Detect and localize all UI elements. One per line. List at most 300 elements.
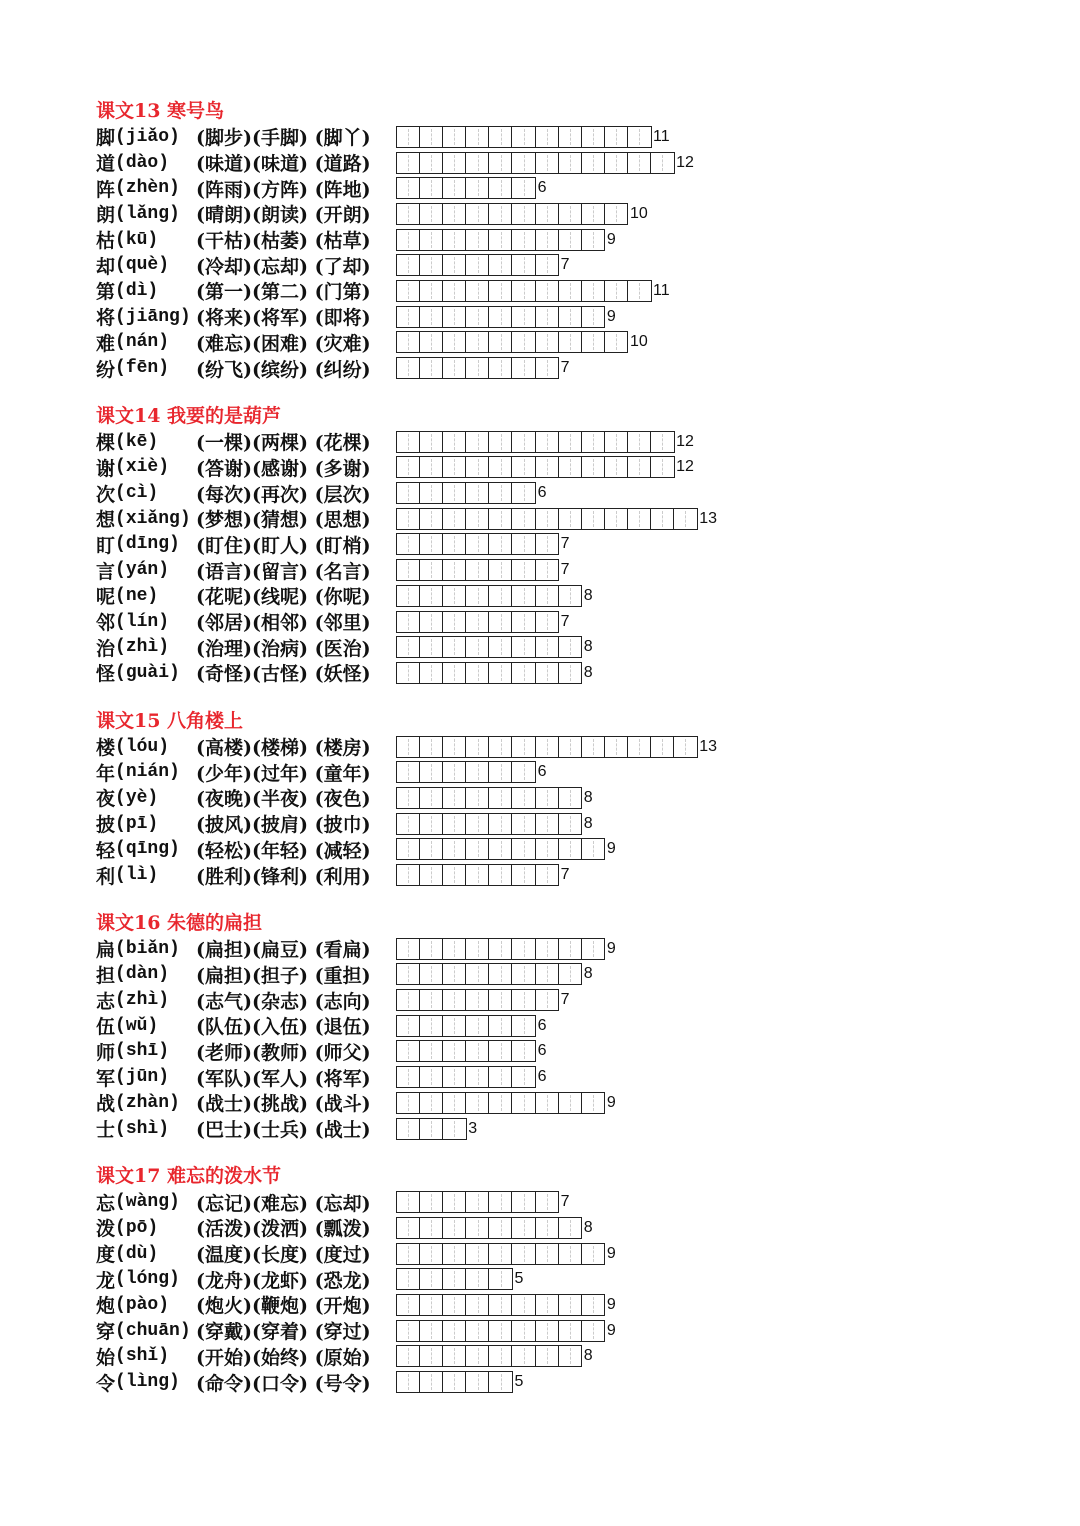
stroke-cell	[511, 456, 536, 478]
word-examples: (每次)(再次) (层次)	[196, 483, 371, 506]
stroke-cell	[558, 229, 583, 251]
stroke-cell	[488, 280, 513, 302]
stroke-count: 8	[583, 965, 593, 983]
pinyin: (xiè)	[115, 457, 170, 478]
character-head	[96, 355, 196, 382]
character-row	[96, 455, 1036, 481]
character-head	[96, 1291, 196, 1318]
character-head	[96, 784, 196, 811]
stroke-cell	[558, 813, 583, 835]
lesson-section	[96, 910, 1036, 1142]
word-examples: (奇怪)(古怪) (妖怪)	[196, 663, 371, 686]
character: 纷	[96, 358, 116, 381]
stroke-cell	[488, 229, 513, 251]
stroke-cell	[465, 989, 490, 1011]
pinyin: (jūn)	[115, 1067, 170, 1088]
word-examples: (活泼)(泼洒) (瓢泼)	[196, 1218, 371, 1241]
stroke-order-grid	[396, 1118, 465, 1140]
character-head	[96, 252, 196, 279]
stroke-cell	[465, 533, 490, 555]
stroke-cell	[465, 559, 490, 581]
stroke-order-grid	[396, 1268, 511, 1290]
stroke-count: 7	[560, 612, 570, 630]
stroke-count: 3	[468, 1119, 478, 1137]
word-examples: (语言)(留言) (名言)	[196, 560, 371, 583]
character: 怪	[96, 663, 116, 686]
stroke-cell	[535, 938, 560, 960]
stroke-order-grid	[396, 1191, 558, 1213]
stroke-cell	[581, 152, 606, 174]
character-head	[96, 175, 196, 202]
stroke-count: 9	[606, 1295, 616, 1313]
stroke-cell	[396, 254, 421, 276]
character-row	[96, 175, 1036, 201]
stroke-order-grid	[396, 1345, 581, 1367]
pinyin: (guài)	[115, 662, 180, 683]
stroke-cell	[419, 331, 444, 353]
stroke-cell	[419, 1191, 444, 1213]
character: 轻	[96, 839, 116, 862]
pinyin: (wàng)	[115, 1192, 180, 1213]
character-row	[96, 936, 1036, 962]
stroke-cell	[511, 254, 536, 276]
character: 治	[96, 637, 116, 660]
pinyin: (cì)	[115, 483, 159, 504]
stroke-count: 6	[537, 484, 547, 502]
stroke-cell	[488, 203, 513, 225]
stroke-count: 7	[560, 359, 570, 377]
stroke-cell	[442, 559, 467, 581]
stroke-cell	[511, 1066, 536, 1088]
word-examples: (梦想)(猜想) (思想)	[196, 509, 371, 532]
word-examples: (夜晚)(半夜) (夜色)	[196, 788, 371, 811]
stroke-cell	[535, 306, 560, 328]
character-head	[96, 1064, 196, 1091]
character-row	[96, 862, 1036, 888]
stroke-cell	[465, 864, 490, 886]
stroke-cell	[419, 1243, 444, 1265]
stroke-cell	[673, 508, 698, 530]
stroke-order-grid	[396, 611, 558, 633]
pinyin: (qīng)	[115, 839, 180, 860]
stroke-cell	[465, 152, 490, 174]
stroke-cell	[511, 152, 536, 174]
word-examples: (纷飞)(缤纷) (纠纷)	[196, 358, 371, 381]
stroke-order-grid	[396, 203, 627, 225]
stroke-cell	[465, 331, 490, 353]
stroke-cell	[581, 431, 606, 453]
pinyin: (nán)	[115, 332, 170, 353]
character: 泼	[96, 1218, 116, 1241]
character-row	[96, 278, 1036, 304]
word-examples: (巴士)(士兵) (战士)	[196, 1119, 371, 1142]
stroke-cell	[488, 585, 513, 607]
stroke-cell	[511, 761, 536, 783]
stroke-cell	[558, 662, 583, 684]
stroke-cell	[419, 787, 444, 809]
stroke-count: 8	[583, 1218, 593, 1236]
stroke-order-grid	[396, 636, 581, 658]
character-head	[96, 1038, 196, 1065]
stroke-cell	[511, 585, 536, 607]
stroke-cell	[442, 152, 467, 174]
stroke-cell	[442, 1371, 467, 1393]
character-row	[96, 227, 1036, 253]
stroke-cell	[442, 1066, 467, 1088]
stroke-cell	[488, 331, 513, 353]
stroke-cell	[465, 126, 490, 148]
stroke-cell	[535, 331, 560, 353]
stroke-cell	[511, 431, 536, 453]
pinyin: (zhàn)	[115, 1092, 180, 1113]
stroke-cell	[558, 585, 583, 607]
character-head	[96, 810, 196, 837]
pinyin: (dì)	[115, 280, 159, 301]
stroke-cell	[558, 431, 583, 453]
stroke-cell	[396, 838, 421, 860]
stroke-cell	[442, 1191, 467, 1213]
stroke-cell	[396, 482, 421, 504]
pinyin: (yè)	[115, 787, 159, 808]
character: 伍	[96, 1016, 116, 1039]
character: 楼	[96, 737, 116, 760]
character: 言	[96, 560, 116, 583]
character-head	[96, 759, 196, 786]
stroke-cell	[511, 1040, 536, 1062]
stroke-cell	[535, 152, 560, 174]
character-head	[96, 226, 196, 253]
stroke-cell	[396, 611, 421, 633]
stroke-cell	[488, 254, 513, 276]
character-row	[96, 330, 1036, 356]
stroke-cell	[627, 280, 652, 302]
pinyin: (pī)	[115, 813, 159, 834]
stroke-cell	[442, 1345, 467, 1367]
character-row	[96, 1189, 1036, 1215]
character: 师	[96, 1041, 116, 1064]
stroke-cell	[488, 1243, 513, 1265]
character-row	[96, 1369, 1036, 1395]
character: 穿	[96, 1321, 116, 1344]
stroke-count: 12	[676, 458, 694, 476]
stroke-cell	[511, 813, 536, 835]
word-examples: (邻居)(相邻) (邻里)	[196, 612, 371, 635]
stroke-cell	[511, 331, 536, 353]
character-row	[96, 252, 1036, 278]
stroke-cell	[488, 838, 513, 860]
stroke-cell	[535, 585, 560, 607]
stroke-cell	[604, 203, 629, 225]
character-row	[96, 1292, 1036, 1318]
stroke-cell	[396, 787, 421, 809]
character-head	[96, 480, 196, 507]
stroke-cell	[511, 1320, 536, 1342]
stroke-cell	[488, 662, 513, 684]
stroke-cell	[396, 989, 421, 1011]
stroke-cell	[465, 1015, 490, 1037]
word-examples: (脚步)(手脚) (脚丫)	[196, 127, 371, 150]
stroke-cell	[465, 662, 490, 684]
stroke-cell	[419, 152, 444, 174]
character-row	[96, 1090, 1036, 1116]
stroke-cell	[419, 431, 444, 453]
character-head	[96, 961, 196, 988]
character-row	[96, 506, 1036, 532]
lesson-title: 课文15 八角楼上	[96, 709, 244, 732]
character: 次	[96, 483, 116, 506]
character: 枯	[96, 230, 116, 253]
character-row	[96, 837, 1036, 863]
stroke-cell	[419, 761, 444, 783]
stroke-cell	[442, 508, 467, 530]
character: 道	[96, 153, 116, 176]
stroke-cell	[396, 1015, 421, 1037]
word-examples: (高楼)(楼梯) (楼房)	[196, 737, 371, 760]
stroke-count: 9	[606, 1244, 616, 1262]
stroke-cell	[558, 636, 583, 658]
stroke-cell	[442, 1294, 467, 1316]
stroke-cell	[535, 533, 560, 555]
character: 想	[96, 509, 116, 532]
stroke-cell	[488, 1345, 513, 1367]
stroke-cell	[558, 1294, 583, 1316]
stroke-count: 8	[583, 638, 593, 656]
stroke-cell	[558, 1243, 583, 1265]
stroke-cell	[488, 559, 513, 581]
stroke-cell	[581, 1092, 606, 1114]
stroke-cell	[442, 357, 467, 379]
stroke-cell	[511, 1092, 536, 1114]
stroke-order-grid	[396, 533, 558, 555]
word-examples: (军队)(军人) (将军)	[196, 1067, 371, 1090]
stroke-cell	[604, 508, 629, 530]
stroke-order-grid	[396, 585, 581, 607]
stroke-cell	[511, 1191, 536, 1213]
stroke-cell	[511, 508, 536, 530]
stroke-cell	[488, 989, 513, 1011]
character: 度	[96, 1244, 116, 1267]
stroke-cell	[465, 761, 490, 783]
stroke-cell	[558, 508, 583, 530]
stroke-cell	[535, 989, 560, 1011]
stroke-cell	[396, 177, 421, 199]
stroke-cell	[465, 203, 490, 225]
stroke-cell	[535, 662, 560, 684]
character-row	[96, 124, 1036, 150]
stroke-order-grid	[396, 331, 627, 353]
character-head	[96, 329, 196, 356]
stroke-cell	[442, 1040, 467, 1062]
stroke-cell	[442, 1118, 467, 1140]
stroke-cell	[488, 1191, 513, 1213]
stroke-cell	[558, 331, 583, 353]
stroke-cell	[604, 456, 629, 478]
pinyin: (biǎn)	[115, 938, 180, 959]
word-examples: (干枯)(枯萎) (枯草)	[196, 230, 371, 253]
character-head	[96, 1343, 196, 1370]
character-row	[96, 1344, 1036, 1370]
character-row	[96, 962, 1036, 988]
stroke-cell	[442, 306, 467, 328]
stroke-cell	[488, 813, 513, 835]
stroke-cell	[442, 585, 467, 607]
stroke-cell	[488, 736, 513, 758]
stroke-cell	[442, 813, 467, 835]
stroke-cell	[465, 431, 490, 453]
character: 士	[96, 1119, 116, 1142]
stroke-cell	[581, 938, 606, 960]
stroke-cell	[419, 963, 444, 985]
character: 令	[96, 1372, 116, 1395]
pinyin: (dīng)	[115, 534, 180, 555]
stroke-cell	[488, 306, 513, 328]
character-head	[96, 733, 196, 760]
stroke-cell	[581, 126, 606, 148]
stroke-cell	[488, 1040, 513, 1062]
stroke-cell	[511, 938, 536, 960]
stroke-cell	[488, 1217, 513, 1239]
stroke-order-grid	[396, 559, 558, 581]
stroke-order-grid	[396, 1092, 604, 1114]
stroke-cell	[511, 838, 536, 860]
character-head	[96, 1115, 196, 1142]
stroke-cell	[465, 1345, 490, 1367]
pinyin: (dàn)	[115, 964, 170, 985]
stroke-order-grid	[396, 761, 535, 783]
stroke-cell	[604, 126, 629, 148]
stroke-count: 9	[606, 230, 616, 248]
character-head	[96, 557, 196, 584]
stroke-cell	[581, 1294, 606, 1316]
stroke-cell	[442, 431, 467, 453]
stroke-cell	[581, 306, 606, 328]
stroke-cell	[511, 559, 536, 581]
stroke-cell	[535, 1320, 560, 1342]
stroke-count: 8	[583, 788, 593, 806]
stroke-cell	[465, 306, 490, 328]
word-examples: (盯住)(盯人) (盯梢)	[196, 534, 371, 557]
stroke-cell	[465, 1191, 490, 1213]
stroke-cell	[396, 559, 421, 581]
lesson-section	[96, 403, 1036, 686]
stroke-cell	[396, 126, 421, 148]
stroke-order-grid	[396, 126, 650, 148]
stroke-cell	[511, 1345, 536, 1367]
word-examples: (一棵)(两棵) (花棵)	[196, 432, 371, 455]
stroke-cell	[442, 838, 467, 860]
stroke-cell	[535, 838, 560, 860]
pinyin: (jiǎo)	[115, 126, 180, 147]
word-examples: (花呢)(线呢) (你呢)	[196, 586, 371, 609]
character-row	[96, 1241, 1036, 1267]
word-examples: (少年)(过年) (童年)	[196, 762, 371, 785]
stroke-cell	[396, 1092, 421, 1114]
pinyin: (pō)	[115, 1217, 159, 1238]
vocabulary-sheet	[96, 98, 1036, 1417]
stroke-count: 6	[537, 1068, 547, 1086]
stroke-cell	[511, 280, 536, 302]
stroke-cell	[535, 636, 560, 658]
stroke-cell	[488, 357, 513, 379]
stroke-cell	[488, 611, 513, 633]
pinyin: (ne)	[115, 585, 159, 606]
pinyin: (shì)	[115, 1118, 170, 1139]
stroke-cell	[558, 456, 583, 478]
stroke-cell	[465, 508, 490, 530]
word-examples: (龙舟)(龙虾) (恐龙)	[196, 1269, 371, 1292]
stroke-cell	[396, 1345, 421, 1367]
stroke-cell	[581, 203, 606, 225]
stroke-cell	[558, 126, 583, 148]
stroke-cell	[396, 1040, 421, 1062]
stroke-cell	[488, 508, 513, 530]
character: 年	[96, 762, 116, 785]
stroke-cell	[511, 662, 536, 684]
stroke-cell	[558, 787, 583, 809]
stroke-count: 6	[537, 179, 547, 197]
character-row	[96, 532, 1036, 558]
lesson-title: 课文13 寒号鸟	[96, 100, 225, 122]
stroke-cell	[442, 787, 467, 809]
stroke-cell	[627, 508, 652, 530]
pinyin: (pào)	[115, 1294, 170, 1315]
character: 却	[96, 255, 116, 278]
character-row	[96, 1215, 1036, 1241]
stroke-cell	[558, 963, 583, 985]
character-row	[96, 785, 1036, 811]
character-row	[96, 1116, 1036, 1142]
word-examples: (忘记)(难忘) (忘却)	[196, 1192, 371, 1215]
stroke-cell	[558, 1217, 583, 1239]
stroke-cell	[535, 431, 560, 453]
stroke-cell	[488, 963, 513, 985]
stroke-order-grid	[396, 177, 535, 199]
stroke-cell	[419, 1040, 444, 1062]
pinyin: (zhì)	[115, 637, 170, 658]
stroke-cell	[396, 938, 421, 960]
stroke-cell	[535, 813, 560, 835]
character-head	[96, 454, 196, 481]
stroke-order-grid	[396, 1320, 604, 1342]
character: 披	[96, 814, 116, 837]
stroke-cell	[511, 203, 536, 225]
stroke-cell	[465, 1066, 490, 1088]
lesson-title: 课文14 我要的是葫芦	[96, 404, 282, 427]
stroke-cell	[396, 636, 421, 658]
word-examples: (答谢)(感谢) (多谢)	[196, 457, 371, 480]
stroke-cell	[558, 306, 583, 328]
character: 始	[96, 1346, 116, 1369]
character-row	[96, 150, 1036, 176]
stroke-cell	[535, 280, 560, 302]
stroke-cell	[442, 1092, 467, 1114]
stroke-cell	[396, 431, 421, 453]
word-examples: (温度)(长度) (度过)	[196, 1244, 371, 1267]
stroke-count: 9	[606, 939, 616, 957]
stroke-cell	[419, 636, 444, 658]
stroke-cell	[535, 456, 560, 478]
stroke-order-grid	[396, 1243, 604, 1265]
stroke-cell	[535, 1217, 560, 1239]
stroke-cell	[581, 508, 606, 530]
stroke-count: 10	[629, 333, 648, 351]
stroke-cell	[535, 963, 560, 985]
stroke-cell	[396, 736, 421, 758]
character-row	[96, 811, 1036, 837]
stroke-count: 7	[560, 1193, 570, 1211]
stroke-cell	[396, 1268, 421, 1290]
stroke-cell	[396, 864, 421, 886]
